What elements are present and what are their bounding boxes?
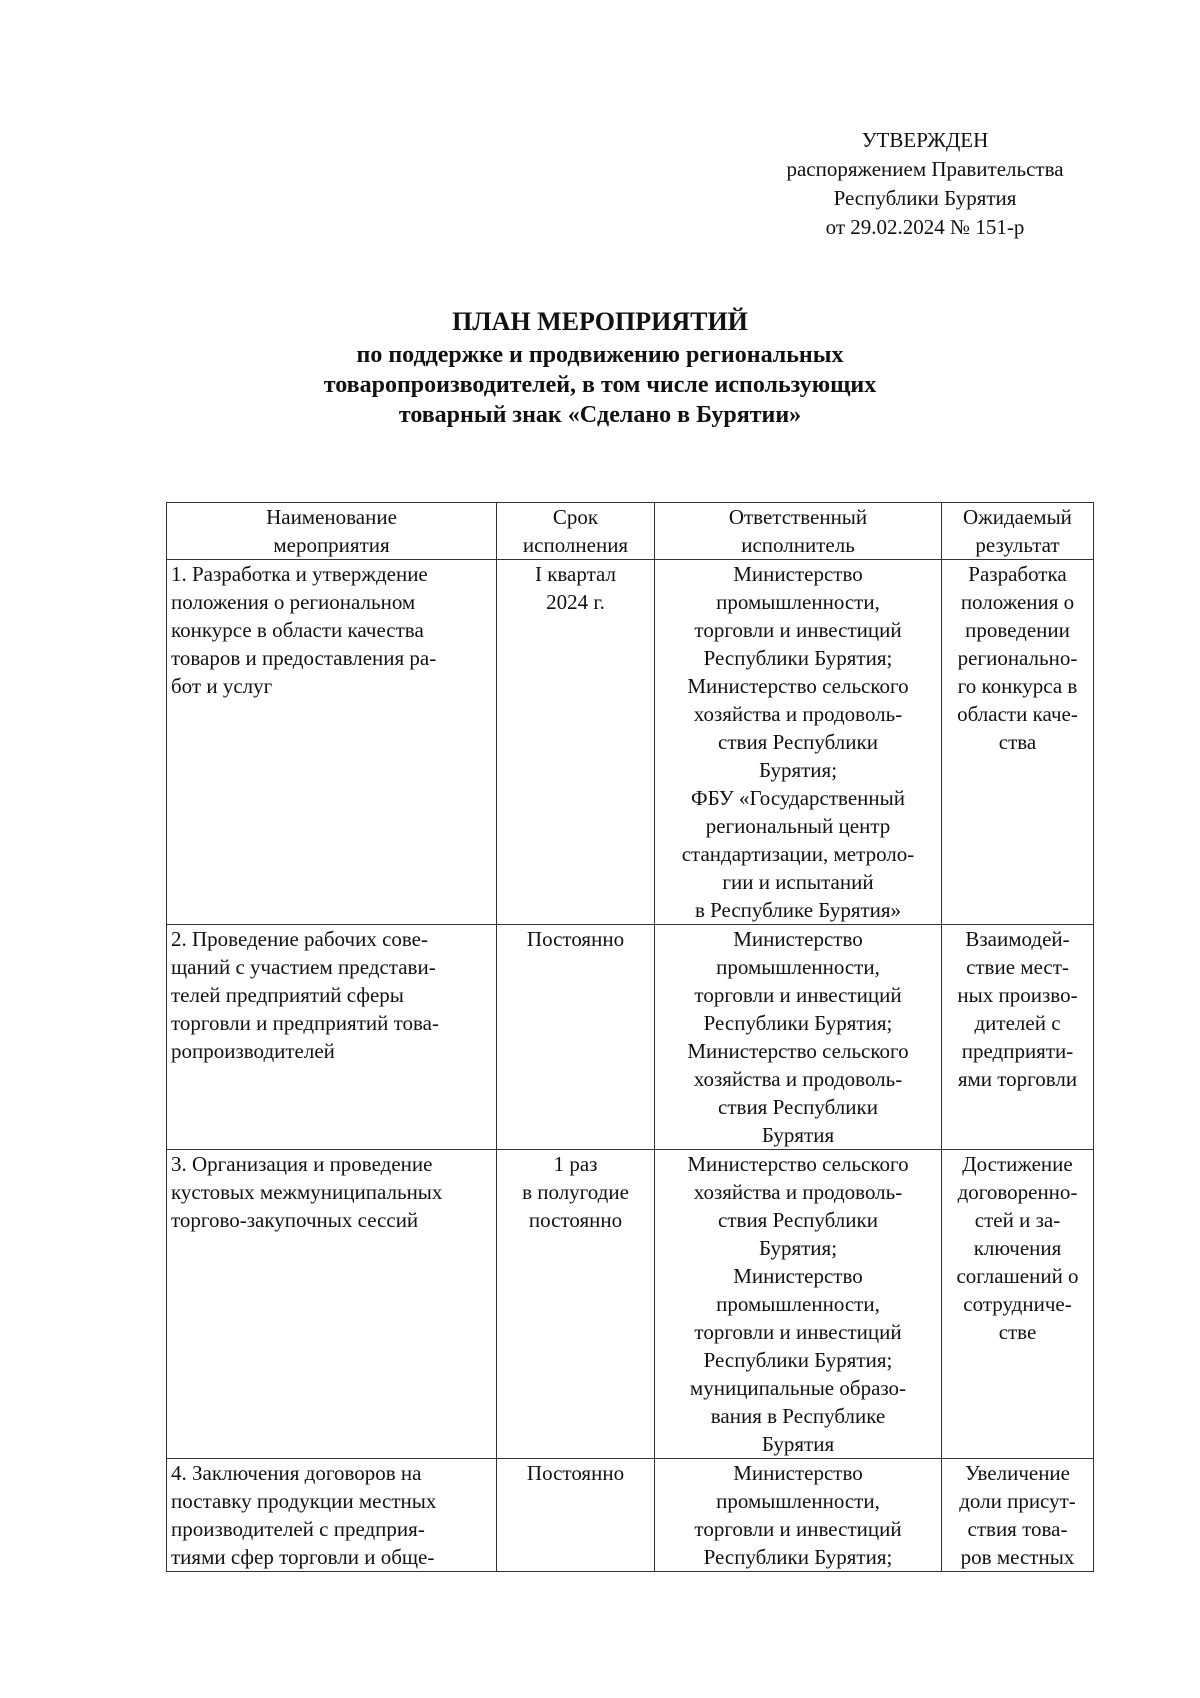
table-header-row [167,503,1094,560]
title-subline: товарный знак «Сделано в Бурятии» [398,402,802,428]
document-title [200,307,1000,430]
cell-term: Постоянно [497,925,655,1150]
approval-stamp [725,126,1125,242]
header-result: Ожидаемый результат [942,503,1094,560]
approval-heading: УТВЕРЖДЕН [861,128,989,152]
table-row [167,1459,1094,1572]
cell-name: 3. Организация и проведение кустовых межмуниципальных торгово-закупочных сессий [167,1150,497,1459]
cell-result: Взаимодей- ствие мест- ных произво- дителей с предприяти- ями торговли [942,925,1094,1150]
approval-line: Республики Бурятия [833,186,1017,210]
cell-result: Разработка положения о проведении регионально- го конкурса в области каче- ства [942,560,1094,925]
cell-responsible: Министерство промышленности, торговли и инвестиций Республики Бурятия; Министерство сельского хозяйства и продоволь- ствия Республики Бурятия; ФБУ «Государственный региональный центр стандартизации, метроло- гии и испытаний в Республике Бурятия» [655,560,942,925]
approval-line: распоряжением Правительства [786,157,1064,181]
cell-result: Достижение договоренно- стей и за- ключения соглашений о сотрудниче- стве [942,1150,1094,1459]
cell-term: Постоянно [497,1459,655,1572]
cell-responsible: Министерство сельского хозяйства и продоволь- ствия Республики Бурятия; Министерство промышленности, торговли и инвестиций Республики Бурятия; муниципальные образо- вания в Республике Бурятия [655,1150,942,1459]
cell-name: 2. Проведение рабочих сове- щаний с участием представи- телей предприятий сферы торговли и предприятий това- ропроизводителей [167,925,497,1150]
header-term: Срок исполнения [497,503,655,560]
title-subline: товаропроизводителей, в том числе использующих [323,372,877,398]
header-responsible: Ответственный исполнитель [655,503,942,560]
approval-date-number: от 29.02.2024 № 151-р [825,215,1025,239]
cell-term: I квартал 2024 г. [497,560,655,925]
cell-responsible: Министерство промышленности, торговли и инвестиций Республики Бурятия; Министерство сельского хозяйства и продоволь- ствия Республики Бурятия [655,925,942,1150]
table-row [167,1150,1094,1459]
cell-term: 1 раз в полугодие постоянно [497,1150,655,1459]
title-subline: по поддержке и продвижению региональных [356,342,844,368]
cell-result: Увеличение доли присут- ствия това- ров местных [942,1459,1094,1572]
header-name: Наименование мероприятия [167,503,497,560]
cell-name: 1. Разработка и утверждение положения о региональном конкурсе в области качества товаров и предоставления ра- бот и услуг [167,560,497,925]
cell-responsible: Министерство промышленности, торговли и инвестиций Республики Бурятия; [655,1459,942,1572]
table-row [167,560,1094,925]
table-row [167,925,1094,1150]
cell-name: 4. Заключения договоров на поставку продукции местных производителей с предприя- тиями сфер торговли и обще- [167,1459,497,1572]
plan-table [166,502,1094,1572]
title-main: ПЛАН МЕРОПРИЯТИЙ [452,307,748,336]
